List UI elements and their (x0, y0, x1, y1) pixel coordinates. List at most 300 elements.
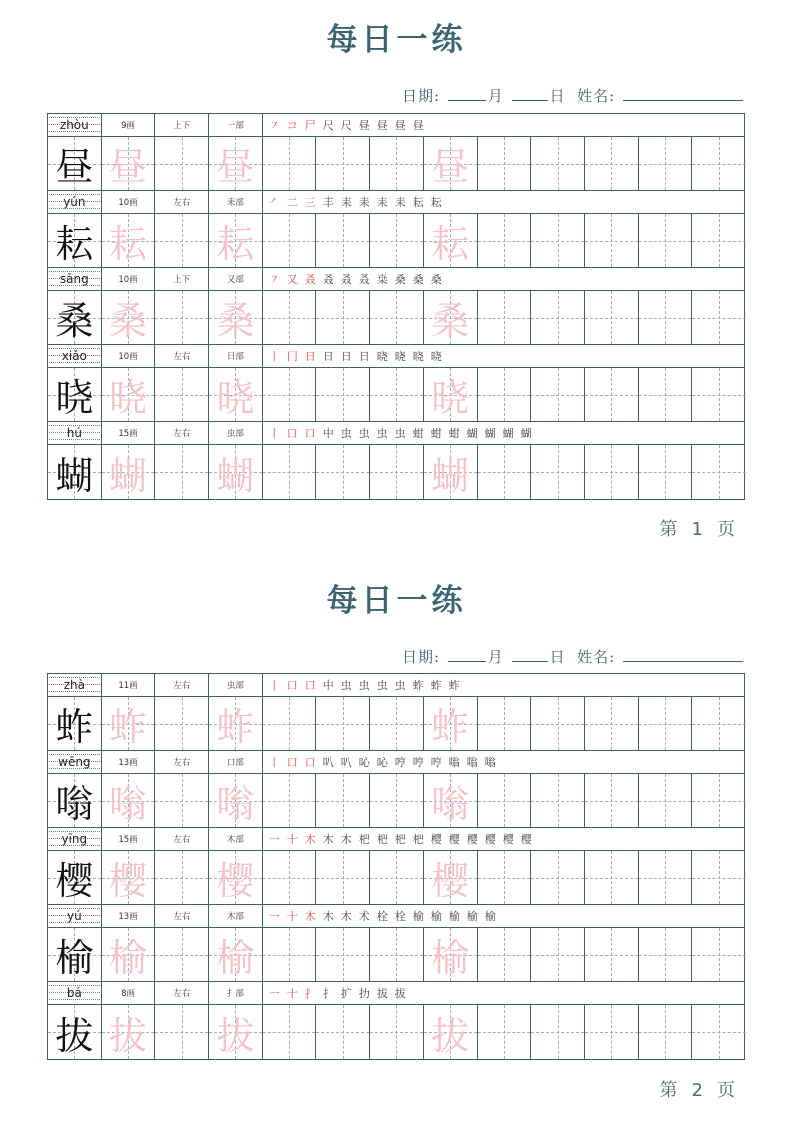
practice-cell[interactable] (424, 214, 478, 267)
model-cell (48, 137, 102, 190)
practice-cell[interactable] (585, 774, 639, 827)
stroke-step: 丨 (268, 350, 280, 363)
practice-cell[interactable] (639, 214, 693, 267)
practice-cell[interactable] (478, 368, 532, 421)
stroke-step: 桑 (394, 273, 406, 286)
stroke-count: 10画 (102, 268, 156, 290)
stroke-step: 拔 (376, 987, 388, 1000)
month-label: 月 (487, 648, 504, 666)
stroke-step: 日 (340, 350, 352, 363)
character-info-row (48, 828, 744, 851)
trace-character: 拔 (216, 1013, 255, 1058)
stroke-step: 晓 (430, 350, 442, 363)
practice-cell[interactable] (478, 137, 532, 190)
pinyin-cell (48, 268, 102, 290)
practice-cell[interactable] (585, 445, 639, 499)
pinyin: xiǎo (61, 349, 87, 363)
stroke-step: 虫 (340, 427, 352, 440)
character-info-row (48, 114, 744, 137)
stroke-count: 15画 (102, 828, 156, 850)
practice-cell[interactable] (263, 137, 317, 190)
stroke-count: 10画 (102, 191, 156, 213)
practice-cell[interactable] (155, 851, 209, 904)
practice-cell[interactable] (102, 291, 156, 344)
practice-cell[interactable] (531, 851, 585, 904)
stroke-step: 口 (286, 679, 298, 692)
practice-cell[interactable] (531, 137, 585, 190)
practice-cell[interactable] (692, 697, 746, 750)
structure: 左右 (155, 345, 209, 367)
stroke-step: 口 (304, 756, 316, 769)
stroke-step: 丨 (268, 756, 280, 769)
trace-character: 蝴 (431, 453, 470, 498)
stroke-step: ㇇ (268, 119, 280, 132)
practice-cell[interactable] (478, 774, 532, 827)
stroke-step: 丨 (268, 427, 280, 440)
name-blank[interactable] (623, 86, 743, 101)
month-label: 月 (487, 87, 504, 105)
trace-character: 昼 (109, 145, 148, 189)
practice-cell[interactable] (585, 368, 639, 421)
pinyin-cell (48, 191, 102, 213)
stroke-order (263, 422, 744, 444)
practice-cell[interactable] (585, 1005, 639, 1059)
stroke-step: 扌 (322, 987, 334, 1000)
practice-cell[interactable] (531, 697, 585, 750)
practice-cell[interactable] (263, 1005, 317, 1059)
stroke-count: 10画 (102, 345, 156, 367)
practice-cell[interactable] (531, 368, 585, 421)
practice-cell[interactable] (692, 214, 746, 267)
stroke-step: 木 (322, 833, 334, 846)
practice-cell[interactable] (639, 851, 693, 904)
practice-cell[interactable] (639, 368, 693, 421)
trace-character: 晓 (431, 376, 470, 420)
stroke-count: 9画 (102, 114, 156, 136)
stroke-count: 15画 (102, 422, 156, 444)
name-label: 姓名: (577, 648, 616, 666)
practice-cell[interactable] (531, 928, 585, 981)
practice-cell[interactable] (585, 697, 639, 750)
name-blank[interactable] (623, 647, 743, 662)
trace-character: 桑 (216, 299, 255, 343)
structure: 左右 (155, 191, 209, 213)
practice-row (48, 851, 744, 905)
day-blank[interactable] (512, 647, 548, 662)
practice-cell[interactable] (370, 928, 424, 981)
stroke-step: 尸 (304, 119, 316, 132)
practice-cell[interactable] (478, 697, 532, 750)
practice-cell[interactable] (155, 774, 209, 827)
stroke-step: 榆 (484, 910, 496, 923)
practice-cell[interactable] (102, 214, 156, 267)
stroke-step: 叒 (322, 273, 334, 286)
practice-cell[interactable] (692, 368, 746, 421)
practice-cell[interactable] (531, 1005, 585, 1059)
stroke-step: 木 (304, 910, 316, 923)
structure: 上下 (155, 114, 209, 136)
practice-cell[interactable] (209, 214, 263, 267)
practice-cell[interactable] (531, 291, 585, 344)
practice-cell[interactable] (424, 697, 478, 750)
date-label: 日期: (401, 87, 441, 105)
stroke-step: 耒 (376, 196, 388, 209)
day-blank[interactable] (512, 86, 548, 101)
month-blank[interactable] (448, 86, 486, 101)
stroke-step: 叒 (340, 273, 352, 286)
model-character: 桑 (55, 299, 94, 343)
practice-cell[interactable] (316, 291, 370, 344)
stroke-step: 嗡 (484, 756, 496, 769)
practice-cell[interactable] (155, 445, 209, 499)
radical: 木部 (209, 905, 263, 927)
practice-cell[interactable] (209, 774, 263, 827)
stroke-step: 虫 (358, 427, 370, 440)
page-title: 每日一练 (326, 583, 467, 619)
trace-character: 蚱 (431, 705, 470, 749)
day-label: 日 (549, 648, 566, 666)
practice-cell[interactable] (263, 214, 317, 267)
stroke-step: 蝴 (484, 427, 496, 440)
practice-cell[interactable] (424, 1005, 478, 1059)
practice-cell[interactable] (478, 851, 532, 904)
practice-cell[interactable] (639, 137, 693, 190)
stroke-step: 晓 (376, 350, 388, 363)
practice-cell[interactable] (639, 291, 693, 344)
page-number: 1 (691, 519, 705, 540)
stroke-step: 尺 (322, 119, 334, 132)
character-info-row (48, 422, 744, 445)
stroke-step: 昼 (412, 119, 424, 132)
practice-cell[interactable] (102, 368, 156, 421)
stroke-step: 木 (322, 910, 334, 923)
practice-cell[interactable] (263, 928, 317, 981)
practice-cell[interactable] (478, 1005, 532, 1059)
practice-cell[interactable] (155, 928, 209, 981)
practice-cell[interactable] (370, 214, 424, 267)
stroke-step: 嗡 (466, 756, 478, 769)
practice-cell[interactable] (370, 1005, 424, 1059)
practice-row (48, 774, 744, 828)
practice-cell[interactable] (316, 697, 370, 750)
stroke-step: 樱 (484, 833, 496, 846)
model-character: 嗡 (55, 782, 94, 826)
practice-cell[interactable] (692, 445, 746, 499)
practice-cell[interactable] (102, 697, 156, 750)
stroke-step: 桑 (430, 273, 442, 286)
stroke-step: 昼 (358, 119, 370, 132)
day-label: 日 (549, 87, 566, 105)
radical: 又部 (209, 268, 263, 290)
stroke-step: 嗡 (448, 756, 460, 769)
practice-cell[interactable] (263, 851, 317, 904)
practice-cell[interactable] (263, 368, 317, 421)
trace-character: 拔 (431, 1013, 470, 1058)
practice-row (48, 445, 744, 499)
stroke-count: 8画 (102, 982, 156, 1004)
model-character: 拔 (55, 1013, 94, 1058)
stroke-step: 耒 (394, 196, 406, 209)
practice-cell[interactable] (585, 851, 639, 904)
name-label: 姓名: (577, 87, 616, 105)
practice-cell[interactable] (209, 697, 263, 750)
practice-cell[interactable] (531, 774, 585, 827)
model-character: 榆 (55, 936, 94, 980)
practice-cell[interactable] (316, 137, 370, 190)
stroke-order (263, 268, 744, 290)
practice-cell[interactable] (209, 291, 263, 344)
stroke-step: 木 (340, 910, 352, 923)
trace-character: 樱 (109, 859, 148, 903)
trace-character: 耘 (431, 222, 470, 266)
stroke-step: 榆 (430, 910, 442, 923)
model-cell (48, 214, 102, 267)
practice-cell[interactable] (263, 697, 317, 750)
stroke-order (263, 828, 744, 850)
stroke-step: 樱 (448, 833, 460, 846)
practice-cell[interactable] (209, 1005, 263, 1059)
practice-cell[interactable] (639, 774, 693, 827)
practice-cell[interactable] (209, 137, 263, 190)
practice-cell[interactable] (209, 368, 263, 421)
practice-cell[interactable] (639, 1005, 693, 1059)
practice-cell[interactable] (209, 928, 263, 981)
trace-character: 昼 (431, 145, 470, 189)
character-info-row (48, 268, 744, 291)
stroke-step: 虫 (394, 679, 406, 692)
practice-cell[interactable] (263, 774, 317, 827)
practice-cell[interactable] (424, 368, 478, 421)
stroke-step: 丰 (322, 196, 334, 209)
stroke-step: 蝴 (520, 427, 532, 440)
page-footer (654, 515, 743, 541)
stroke-step: 扩 (340, 987, 352, 1000)
stroke-step: 桒 (376, 273, 388, 286)
practice-cell[interactable] (478, 445, 532, 499)
stroke-step: 蚶 (448, 427, 460, 440)
practice-cell[interactable] (316, 774, 370, 827)
model-character: 蝴 (55, 453, 94, 498)
month-blank[interactable] (448, 647, 486, 662)
practice-cell[interactable] (370, 774, 424, 827)
footer-prefix: 第 (659, 519, 680, 540)
practice-cell[interactable] (478, 928, 532, 981)
stroke-step: 日 (322, 350, 334, 363)
practice-cell[interactable] (263, 445, 317, 499)
practice-cell[interactable] (370, 137, 424, 190)
stroke-step: 樱 (430, 833, 442, 846)
practice-cell[interactable] (155, 214, 209, 267)
practice-cell[interactable] (424, 445, 478, 499)
practice-cell[interactable] (102, 1005, 156, 1059)
pinyin: bá (66, 986, 82, 1000)
practice-cell[interactable] (155, 697, 209, 750)
practice-cell[interactable] (424, 851, 478, 904)
practice-cell[interactable] (424, 928, 478, 981)
practice-cell[interactable] (102, 928, 156, 981)
character-info-row (48, 191, 744, 214)
practice-cell[interactable] (692, 137, 746, 190)
stroke-step: ㇒ (268, 196, 280, 209)
practice-cell[interactable] (316, 214, 370, 267)
practice-cell[interactable] (102, 137, 156, 190)
practice-cell[interactable] (102, 851, 156, 904)
model-cell (48, 1005, 102, 1059)
trace-character: 榆 (431, 936, 470, 980)
stroke-step: 术 (358, 910, 370, 923)
stroke-count: 13画 (102, 905, 156, 927)
practice-cell[interactable] (585, 214, 639, 267)
stroke-step: 蚱 (430, 679, 442, 692)
stroke-step: 蝴 (466, 427, 478, 440)
character-info-row (48, 905, 744, 928)
practice-cell[interactable] (155, 368, 209, 421)
practice-cell[interactable] (316, 928, 370, 981)
stroke-step: 口 (286, 756, 298, 769)
stroke-step: 桑 (412, 273, 424, 286)
practice-cell[interactable] (155, 1005, 209, 1059)
practice-row (48, 137, 744, 191)
pinyin: yú (66, 909, 82, 923)
stroke-step: 耒 (340, 196, 352, 209)
practice-cell[interactable] (370, 445, 424, 499)
model-character: 樱 (55, 859, 94, 903)
practice-cell[interactable] (316, 851, 370, 904)
structure: 左右 (155, 828, 209, 850)
stroke-order (263, 191, 744, 213)
stroke-step: 榆 (466, 910, 478, 923)
stroke-step: 蚱 (448, 679, 460, 692)
stroke-step: 杷 (412, 833, 424, 846)
trace-character: 耘 (216, 222, 255, 266)
stroke-step: 口 (286, 427, 298, 440)
model-character: 晓 (55, 376, 94, 420)
page-number: 2 (691, 1080, 705, 1101)
stroke-step: 叒 (304, 273, 316, 286)
trace-character: 嗡 (109, 782, 148, 826)
pinyin: yún (63, 195, 86, 209)
stroke-step: 榆 (412, 910, 424, 923)
stroke-order (263, 674, 744, 696)
practice-grid (47, 673, 745, 1060)
stroke-step: 十 (286, 833, 298, 846)
model-cell (48, 774, 102, 827)
stroke-step: 拔 (394, 987, 406, 1000)
trace-character: 嗡 (431, 782, 470, 826)
stroke-step: 扐 (358, 987, 370, 1000)
stroke-step: 又 (286, 273, 298, 286)
stroke-step: 虫 (376, 427, 388, 440)
practice-cell[interactable] (531, 214, 585, 267)
stroke-step: 木 (304, 833, 316, 846)
date-name-line (402, 85, 745, 106)
practice-cell[interactable] (155, 137, 209, 190)
model-cell (48, 697, 102, 750)
practice-cell[interactable] (585, 137, 639, 190)
practice-cell[interactable] (531, 445, 585, 499)
practice-cell[interactable] (692, 928, 746, 981)
radical: 口部 (209, 751, 263, 773)
stroke-step: ㇇ (268, 273, 280, 286)
practice-cell[interactable] (692, 851, 746, 904)
practice-cell[interactable] (155, 291, 209, 344)
stroke-step: コ (286, 119, 298, 132)
stroke-step: 虫 (340, 679, 352, 692)
stroke-step: 榆 (448, 910, 460, 923)
practice-cell[interactable] (639, 928, 693, 981)
practice-cell[interactable] (370, 697, 424, 750)
practice-cell[interactable] (585, 291, 639, 344)
practice-grid (47, 113, 745, 500)
practice-row (48, 214, 744, 268)
practice-cell[interactable] (585, 928, 639, 981)
practice-cell[interactable] (102, 774, 156, 827)
practice-cell[interactable] (692, 774, 746, 827)
practice-row (48, 368, 744, 422)
stroke-step: 耘 (412, 196, 424, 209)
practice-cell[interactable] (424, 291, 478, 344)
practice-cell[interactable] (639, 445, 693, 499)
stroke-step: 晓 (394, 350, 406, 363)
practice-cell[interactable] (102, 445, 156, 499)
practice-cell[interactable] (209, 445, 263, 499)
model-cell (48, 368, 102, 421)
radical: 耒部 (209, 191, 263, 213)
stroke-step: 二 (286, 196, 298, 209)
character-info-row (48, 345, 744, 368)
practice-cell[interactable] (478, 214, 532, 267)
page-title: 每日一练 (326, 22, 467, 58)
practice-cell[interactable] (370, 851, 424, 904)
practice-cell[interactable] (263, 291, 317, 344)
practice-cell[interactable] (692, 291, 746, 344)
stroke-step: 吣 (376, 756, 388, 769)
radical: 虫部 (209, 674, 263, 696)
practice-cell[interactable] (424, 137, 478, 190)
practice-cell[interactable] (370, 368, 424, 421)
stroke-step: 扌 (304, 987, 316, 1000)
stroke-step: 晓 (412, 350, 424, 363)
model-cell (48, 851, 102, 904)
footer-suffix: 页 (717, 1080, 737, 1101)
pinyin: zhòu (59, 118, 89, 132)
practice-cell[interactable] (424, 774, 478, 827)
practice-cell[interactable] (316, 445, 370, 499)
stroke-step: 中 (322, 679, 334, 692)
practice-cell[interactable] (370, 291, 424, 344)
character-info-row (48, 982, 744, 1005)
stroke-order (263, 751, 744, 773)
practice-cell[interactable] (692, 1005, 746, 1059)
pinyin-cell (48, 905, 102, 927)
practice-cell[interactable] (209, 851, 263, 904)
practice-cell[interactable] (478, 291, 532, 344)
stroke-step: 十 (286, 910, 298, 923)
stroke-step: 昼 (376, 119, 388, 132)
pinyin-cell (48, 982, 102, 1004)
stroke-step: 哼 (394, 756, 406, 769)
stroke-step: 蚶 (430, 427, 442, 440)
trace-character: 蝴 (109, 453, 148, 498)
pinyin-cell (48, 345, 102, 367)
stroke-step: 吣 (358, 756, 370, 769)
practice-cell[interactable] (316, 368, 370, 421)
practice-cell[interactable] (639, 697, 693, 750)
structure: 左右 (155, 982, 209, 1004)
model-character: 昼 (55, 145, 94, 189)
stroke-step: 栓 (394, 910, 406, 923)
practice-cell[interactable] (316, 1005, 370, 1059)
